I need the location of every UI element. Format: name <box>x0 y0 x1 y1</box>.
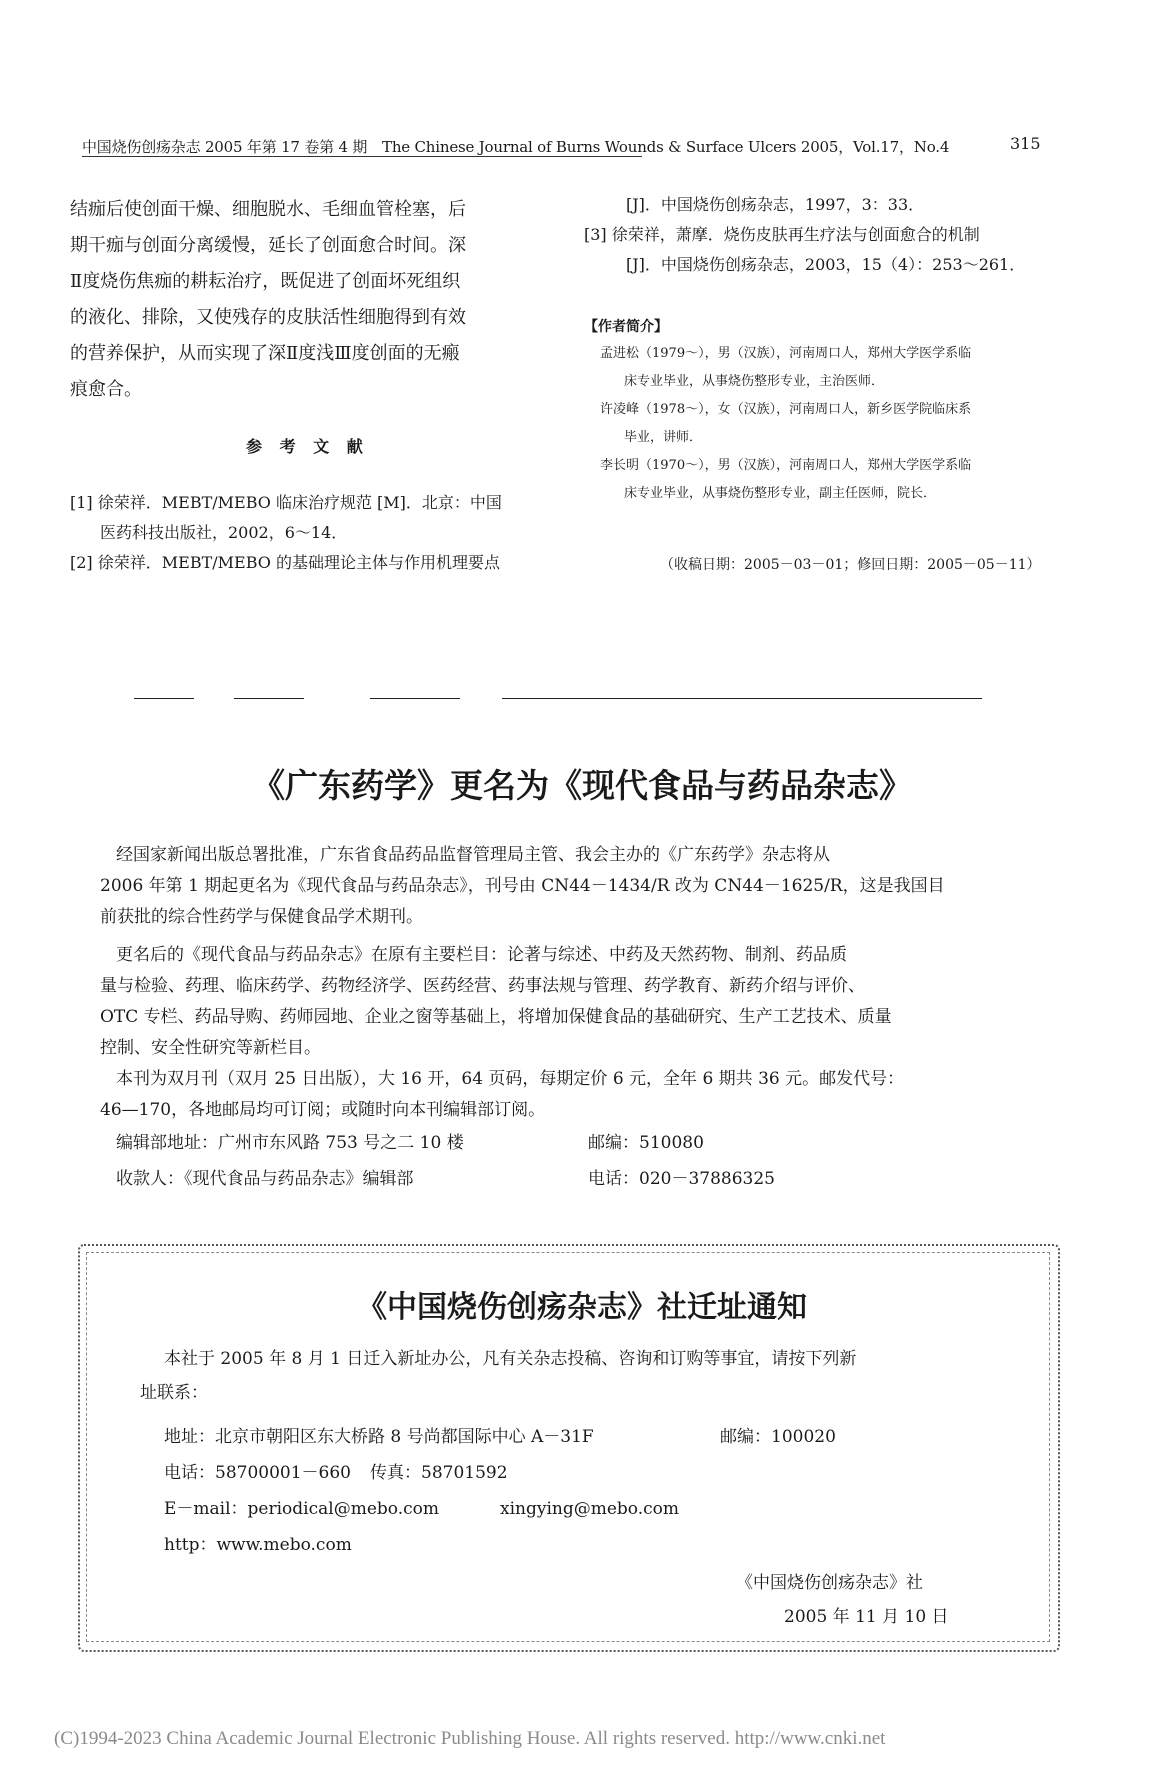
paragraph-line: 经国家新闻出版总署批准，广东省食品药品监督管理局主管、我会主办的《广东药学》杂志将从 <box>116 845 830 865</box>
reference-item <box>70 488 540 548</box>
paragraph-line: 前获批的综合性药学与保健食品学术期刊。 <box>100 907 423 927</box>
notice-rename-paragraph <box>100 940 1060 1064</box>
notice-rename-paragraph <box>100 840 1060 933</box>
header-underline <box>82 156 642 157</box>
notice-rename-paragraph <box>100 1064 1060 1126</box>
author-bio <box>600 340 1070 396</box>
received-date: （收稿日期：2005－03－01；修回日期：2005－05－11） <box>660 557 1041 573</box>
reference-line: [3] 徐荣祥，萧摩．烧伤皮肤再生疗法与创面愈合的机制 <box>584 225 980 244</box>
authors-list <box>600 340 1070 508</box>
notice-move-website: http：www.mebo.com <box>164 1535 352 1555</box>
notice-move-address: 地址：北京市朝阳区东大桥路 8 号尚都国际中心 A－31F <box>164 1427 594 1447</box>
author-line: 孟进松（1979～），男（汉族），河南周口人，郑州大学医学系临 <box>600 346 972 361</box>
paragraph-line: 46—170，各地邮局均可订阅；或随时向本刊编辑部订阅。 <box>100 1100 546 1120</box>
copyright-footer: (C)1994-2023 China Academic Journal Electronic Publishing House. All rights reserved. http://www.cnki.net <box>54 1728 886 1749</box>
reference-item <box>70 548 540 578</box>
author-line: 李长明（1970～），男（汉族），河南周口人，郑州大学医学系临 <box>600 458 972 473</box>
references-list <box>70 488 540 578</box>
notice-move-title: 《中国烧伤创疡杂志》社迁址通知 <box>357 1290 807 1325</box>
author-line: 许凌峰（1978～），女（汉族），河南周口人，新乡医学院临床系 <box>600 402 972 417</box>
reference-line: [2] 徐荣祥．MEBT/MEBO 的基础理论主体与作用机理要点 <box>70 553 500 572</box>
body-line: 结痂后使创面干燥、细胞脱水、毛细血管栓塞，后 <box>70 199 466 220</box>
body-line: 的营养保护，从而实现了深Ⅱ度浅Ⅲ度创面的无瘢 <box>70 343 460 364</box>
notice-rename-postcode: 邮编：510080 <box>588 1133 704 1153</box>
paragraph-line: 本刊为双月刊（双月 25 日出版），大 16 开，64 页码，每期定价 6 元，全年 6 期共 36 元。邮发代号： <box>116 1069 905 1089</box>
left-column-body <box>70 192 540 408</box>
references-title: 参 考 文 献 <box>246 437 369 456</box>
paragraph-line: 控制、安全性研究等新栏目。 <box>100 1038 321 1058</box>
paragraph-line: 2006 年第 1 期起更名为《现代食品与药品杂志》，刊号由 CN44－1434/R 改为 CN44－1625/R，这是我国目 <box>100 876 945 896</box>
reference-line: [J]．中国烧伤创疡杂志，1997，3：33． <box>626 195 925 214</box>
body-line: Ⅱ度烧伤焦痂的耕耘治疗，既促进了创面坏死组织 <box>70 271 461 292</box>
author-line: 床专业毕业，从事烧伤整形专业，主治医师． <box>624 374 885 389</box>
body-line: 期干痂与创面分离缓慢，延长了创面愈合时间。深 <box>70 235 466 256</box>
divider-segment <box>134 698 194 699</box>
paragraph-line: 量与检验、药理、临床药学、药物经济学、医药经营、药事法规与管理、药学教育、新药介绍与评价、 <box>100 976 865 996</box>
running-head: 中国烧伤创疡杂志 2005 年第 17 卷第 4 期 The Chinese Journal of Burns Wounds & Surface Ulcers 2005，Vol.17，No.4 <box>82 138 950 156</box>
reference-line: [1] 徐荣祥．MEBT/MEBO 临床治疗规范 [M]．北京：中国 <box>70 493 502 512</box>
notice-move-signature: 《中国烧伤创疡杂志》社 <box>736 1573 923 1593</box>
paragraph-line: OTC 专栏、药品导购、药师园地、企业之窗等基础上，将增加保健食品的基础研究、生产工艺技术、质量 <box>100 1007 892 1027</box>
notice-rename-address: 编辑部地址：广州市东风路 753 号之二 10 楼 <box>116 1133 464 1153</box>
divider-segment <box>370 698 460 699</box>
notice-rename-payee: 收款人：《现代食品与药品杂志》编辑部 <box>116 1169 414 1189</box>
page-number: 315 <box>1010 134 1041 153</box>
reference-line: 医药科技出版社，2002，6～14． <box>100 523 348 542</box>
author-line: 毕业，讲师． <box>624 430 703 445</box>
notice-move-date: 2005 年 11 月 10 日 <box>784 1607 949 1627</box>
notice-move-phone: 电话：58700001－660 <box>164 1463 351 1483</box>
author-line: 床专业毕业，从事烧伤整形专业，副主任医师，院长． <box>624 486 937 501</box>
divider-segment <box>234 698 304 699</box>
notice-move-postcode: 邮编：100020 <box>720 1427 836 1447</box>
references-continued <box>584 190 1062 280</box>
reference-line: [J]．中国烧伤创疡杂志，2003，15（4）：253～261． <box>626 255 1026 274</box>
author-bio <box>600 396 1070 452</box>
paragraph-line: 本社于 2005 年 8 月 1 日迁入新址办公，凡有关杂志投稿、咨询和订购等事宜，请按下列新 <box>164 1349 857 1369</box>
notice-move-intro <box>140 1342 1040 1410</box>
divider-segment <box>502 698 982 699</box>
body-line: 痕愈合。 <box>70 379 142 400</box>
authors-heading: 【作者简介】 <box>584 319 668 335</box>
paragraph-line: 更名后的《现代食品与药品杂志》在原有主要栏目：论著与综述、中药及天然药物、制剂、药品质 <box>116 945 847 965</box>
body-line: 的液化、排除，又使残存的皮肤活性细胞得到有效 <box>70 307 466 328</box>
notice-rename-phone: 电话：020－37886325 <box>588 1169 775 1189</box>
notice-move-email: E－mail：periodical@mebo.com <box>164 1499 439 1519</box>
notice-move-fax: 传真：58701592 <box>370 1463 508 1483</box>
author-bio <box>600 452 1070 508</box>
notice-rename-title: 《广东药学》更名为《现代食品与药品杂志》 <box>252 766 912 805</box>
paragraph-line: 址联系： <box>140 1383 208 1403</box>
notice-move-email-2: xingying@mebo.com <box>500 1499 680 1519</box>
